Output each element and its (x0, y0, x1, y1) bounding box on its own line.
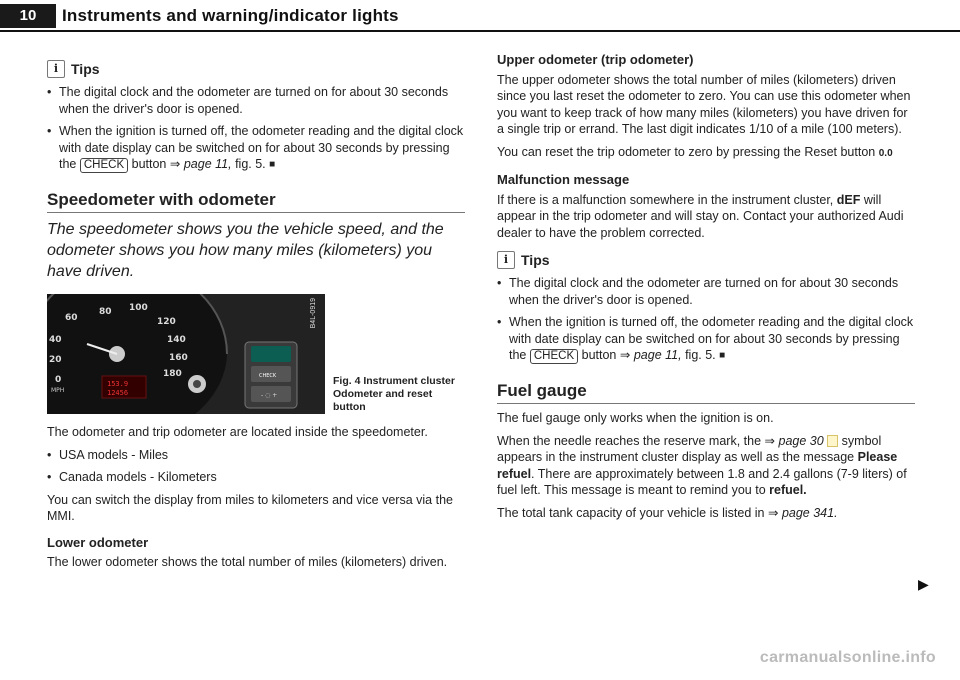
list-item: • Canada models - Kilometers (47, 469, 465, 486)
info-icon: i (497, 251, 515, 269)
fig-ref: fig. 5. (235, 157, 266, 171)
reset-button-icon: 0.0 (878, 147, 893, 159)
tips-title: Tips (521, 251, 550, 268)
tips-bullet: • The digital clock and the odometer are turned on for about 30 seconds when the driver's door is opened. (47, 84, 465, 117)
gauge-label: 160 (169, 353, 188, 363)
fuel-text: The total tank capacity of your vehicle is listed in (497, 505, 765, 520)
trip-display: 153.9 (107, 380, 129, 388)
svg-text:- ◌ +: - ◌ + (261, 392, 278, 399)
tips-bullet (497, 314, 915, 365)
section-title: Fuel gauge (497, 383, 915, 405)
tips-after-key: button (581, 348, 617, 362)
cluster-illustration (47, 294, 325, 414)
fuel-text: . There are approximately between 1.8 and 2.4 gallons (7-9 liters) of fuel left. This message is meant to remind you to (497, 466, 907, 497)
list-item: • USA models - Miles (47, 447, 465, 464)
paragraph: The odometer and trip odometer are located inside the speedometer. (47, 425, 428, 439)
fig-ref: fig. 5. (685, 348, 716, 362)
paragraph (497, 144, 915, 163)
paragraph (497, 192, 915, 242)
malfunction-pre: If there is a malfunction somewhere in the instrument cluster, (497, 192, 834, 207)
left-column (47, 50, 465, 577)
gauge-label: 80 (99, 307, 112, 317)
page-link[interactable]: page 30 (778, 433, 824, 448)
check-button-label: CHECK (259, 373, 277, 379)
gauge-label: 60 (65, 313, 78, 323)
page-link[interactable]: page 11, (633, 348, 682, 362)
end-mark-icon: ■ (269, 159, 276, 170)
paragraph (497, 433, 915, 499)
paragraph: The lower odometer shows the total number of miles (kilometers) driven. (47, 555, 448, 569)
info-icon: i (47, 60, 65, 78)
figure-4 (47, 294, 465, 414)
check-key: CHECK (530, 349, 578, 364)
subheading: Lower odometer (47, 534, 149, 550)
subheading: Malfunction message (497, 172, 630, 187)
tips-bullet (47, 123, 465, 174)
tips-after-key: button (131, 157, 167, 171)
right-column (497, 42, 915, 527)
caption-label: Fig. 4 (333, 375, 361, 387)
page-link[interactable]: page 341. (781, 505, 838, 520)
gauge-label: 120 (157, 317, 176, 327)
tips-heading (47, 60, 465, 78)
gauge-label: 100 (129, 303, 148, 313)
arrow-icon: ⇒ (764, 433, 776, 448)
tips-bullet-text: When the ignition is turned off, the odometer reading and the digital clock with date display can be switched on for about 30 seconds by pressing the (509, 315, 914, 362)
paragraph (497, 505, 915, 522)
reset-text: You can reset the trip odometer to zero by pressing the Reset button (497, 144, 876, 159)
watermark: carmanualsonline.info (759, 649, 936, 666)
total-display: 12456 (107, 389, 129, 397)
gauge-label: 140 (167, 335, 186, 345)
fuel-refuel: refuel. (769, 483, 807, 497)
tips-title: Tips (71, 60, 100, 77)
gauge-label: 20 (49, 355, 62, 365)
figure-caption (333, 375, 463, 414)
paragraph: You can switch the display from miles to kilometers and vice versa via the MMI. (47, 492, 453, 523)
header-rule (0, 30, 960, 32)
arrow-icon: ⇒ (169, 157, 181, 171)
end-mark-icon: ■ (719, 350, 726, 361)
paragraph: The fuel gauge only works when the ignition is on. (497, 411, 774, 425)
gauge-label: 180 (163, 369, 182, 379)
page-link[interactable]: page 11, (183, 157, 232, 171)
chapter-title: Instruments and warning/indicator lights (62, 6, 399, 25)
figure-code: B4L-0919 (309, 298, 317, 329)
mph-label: MPH (51, 387, 65, 394)
page-number: 10 (0, 4, 56, 28)
subheading: Upper odometer (trip odometer) (497, 52, 694, 67)
fuel-message: Please refuel (497, 450, 898, 481)
tips-heading (497, 251, 915, 269)
tips-bullet: • The digital clock and the odometer are turned on for about 30 seconds when the driver's door is opened. (497, 275, 915, 308)
arrow-icon: ⇒ (619, 348, 631, 362)
gauge-label: 0 (55, 375, 62, 385)
tips-bullet-text: When the ignition is turned off, the odometer reading and the digital clock with date display can be switched on for about 30 seconds by pressing the (59, 124, 464, 171)
section-title: Speedometer with odometer (47, 192, 465, 214)
caption-text: Instrument cluster Odometer and reset button (333, 375, 455, 413)
fuel-text: symbol appears in the instrument cluster display as well as the message (497, 433, 882, 464)
malfunction-code: dEF (836, 192, 861, 207)
gauge-label: 40 (49, 335, 62, 345)
malfunction-post: will appear in the trip odometer and will stay on. Contact your authorized Audi dealer to have the problem corrected. (497, 192, 904, 240)
paragraph: The upper odometer shows the total number of miles (kilometers) driven since you last reset the odometer to zero. You can use this odometer when you want to keep track of how many miles (kilometers) you have driven for a single trip or errand. The last digit indicates 1/10 of a mile (100 meters). (497, 72, 911, 136)
section-lead: The speedometer shows you the vehicle speed, and the odometer shows you how many miles (kilometers) you have driven. (47, 221, 444, 280)
arrow-icon: ⇒ (767, 505, 779, 520)
check-key: CHECK (80, 158, 128, 173)
fuel-symbol-icon (827, 435, 838, 447)
fuel-text: When the needle reaches the reserve mark, the (497, 433, 762, 448)
instrument-cluster-image (47, 294, 325, 414)
continue-arrow-icon: ▶ (918, 576, 929, 592)
